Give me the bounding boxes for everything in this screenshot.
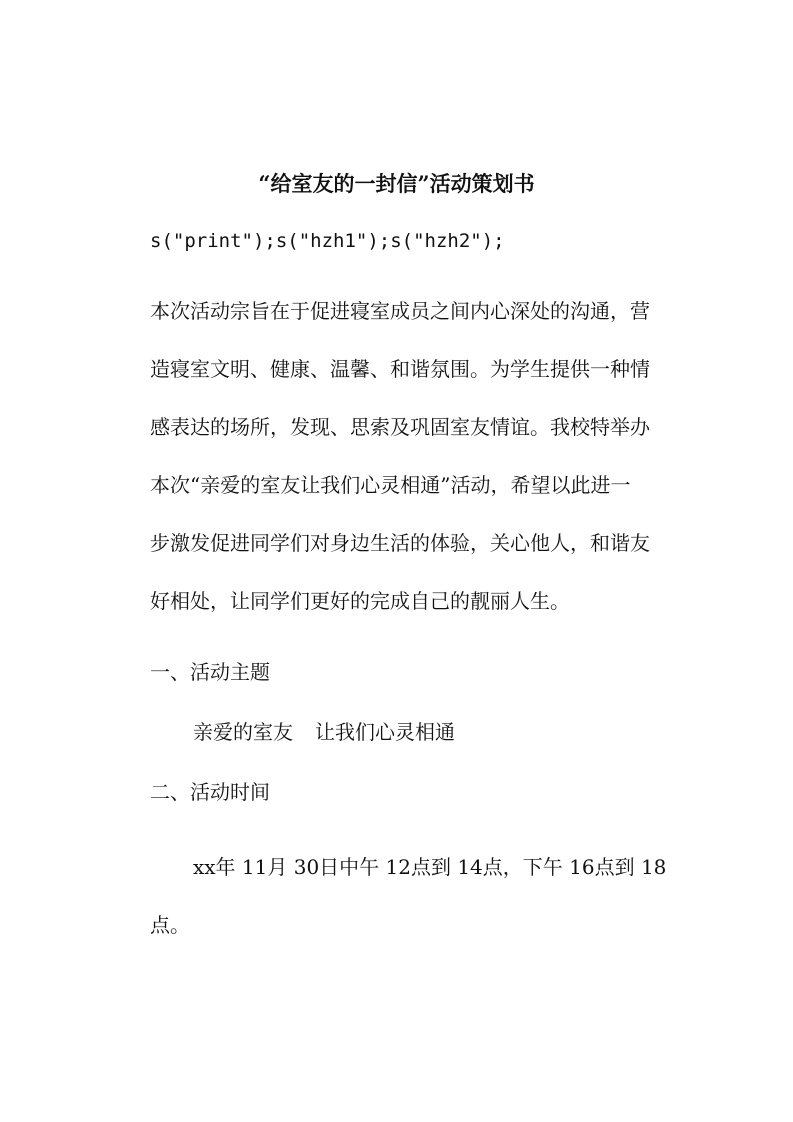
intro-line: 本次“亲爱的室友让我们心灵相通”活动，希望以此进一 bbox=[150, 473, 631, 497]
intro-line: 步激发促进同学们对身边生活的体验，关心他人，和谐友 bbox=[150, 531, 650, 555]
time-line: xx年 11月 30日中午 12点到 14点，下午 16点到 18 bbox=[193, 855, 667, 879]
activity-time bbox=[150, 838, 686, 954]
intro-line: 感表达的场所，发现、思索及巩固室友情谊。我校特举办 bbox=[150, 415, 650, 439]
activity-theme bbox=[193, 716, 455, 745]
time-line: 点。 bbox=[150, 913, 190, 937]
code-snippet: s("print");s("hzh1");s("hzh2"); bbox=[150, 230, 505, 252]
section-heading-time: 二、活动时间 bbox=[150, 780, 270, 804]
intro-line: 本次活动宗旨在于促进寝室成员之间内心深处的沟通，营 bbox=[150, 299, 650, 323]
document-title: “给室友的一封信”活动策划书 bbox=[258, 171, 535, 196]
intro-paragraph bbox=[150, 282, 686, 630]
theme-part-2: 让我们心灵相通 bbox=[315, 720, 455, 744]
section-heading-theme: 一、活动主题 bbox=[150, 660, 270, 684]
intro-line: 造寝室文明、健康、温馨、和谐氛围。为学生提供一种情 bbox=[150, 357, 650, 381]
intro-line: 好相处，让同学们更好的完成自己的靓丽人生。 bbox=[150, 589, 570, 613]
theme-part-1: 亲爱的室友 bbox=[193, 720, 293, 744]
